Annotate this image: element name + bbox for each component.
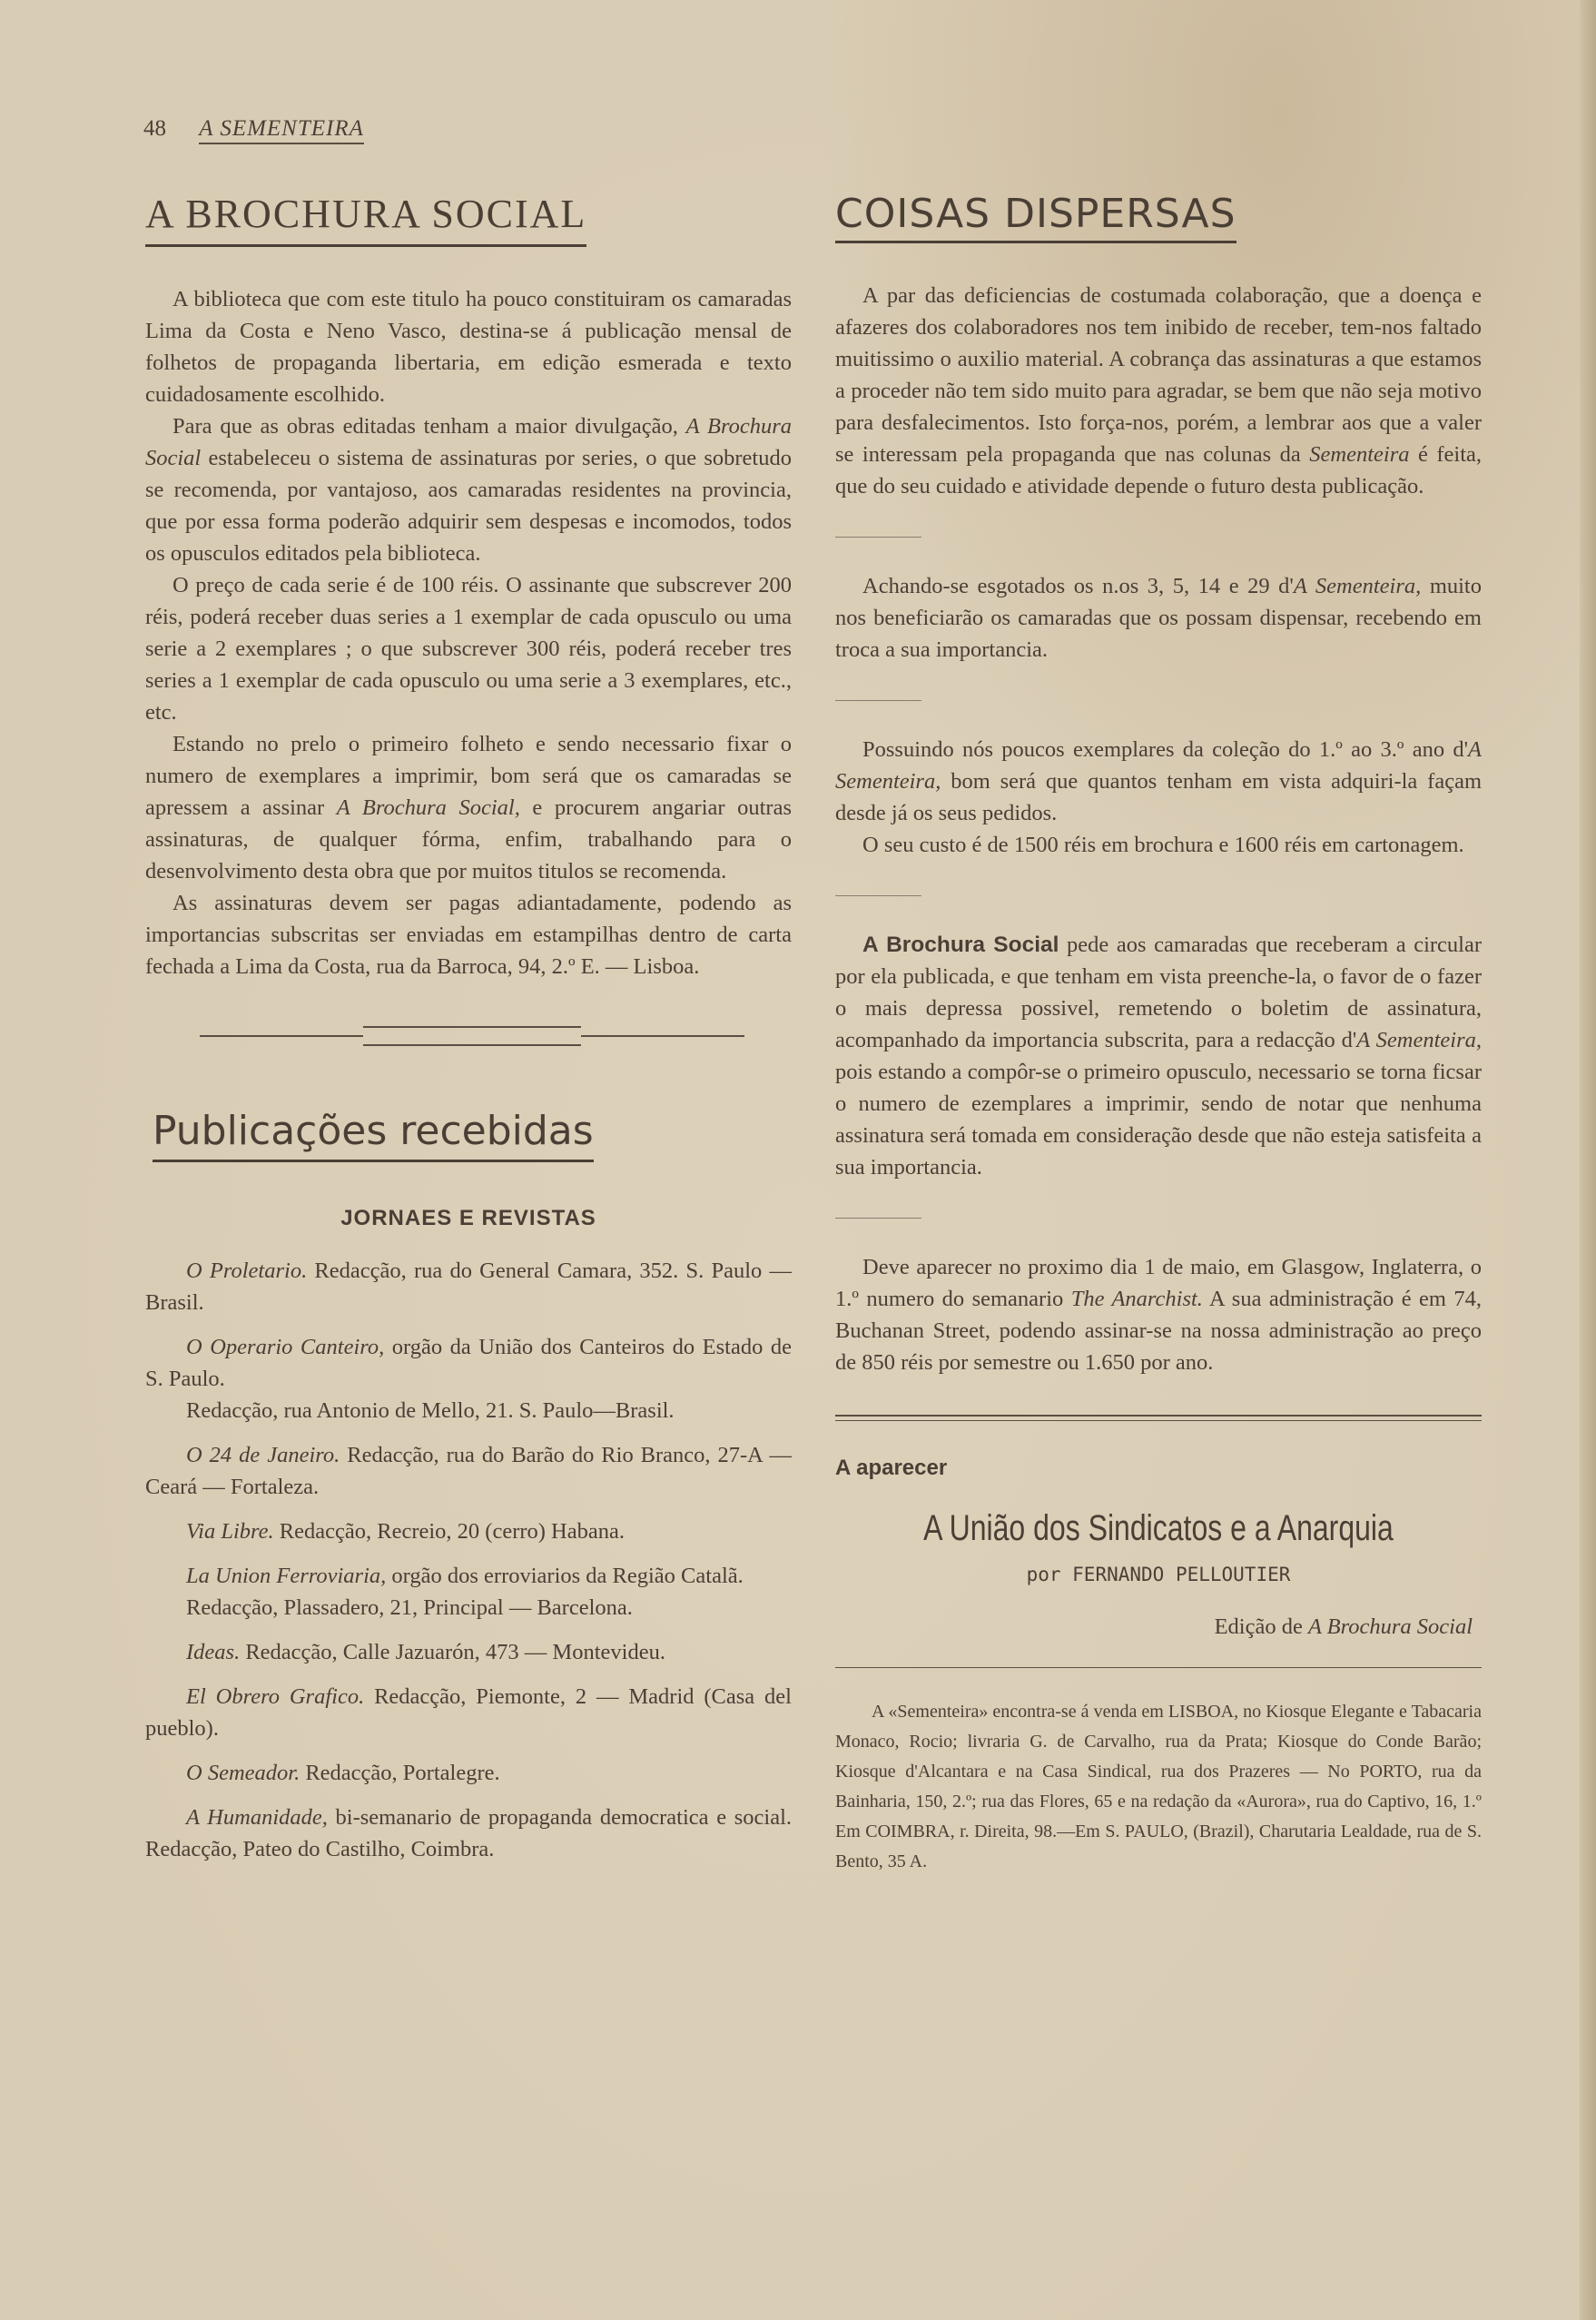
list-item: El Obrero Grafico. Redacção, Piemonte, 2 — Madrid (Casa del pueblo). [145, 1684, 792, 1741]
list-item: O Operario Canteiro, orgão da União dos Canteiros do Estado de S. Paulo. Redacção, rua Antonio de Mello, 21. S. Paulo—Brasil. [145, 1335, 793, 1423]
list-item: O Semeador. Redacção, Portalegre. [186, 1761, 500, 1785]
list-item: A Humanidade, bi-semanario de propaganda democratica e social. Redacção, Pateo do Castilho, Coimbra. [145, 1805, 793, 1861]
paragraph: A Brochura Social pede aos camaradas que receberam a circular por ela publicada, e que tenham em vista preenche-la, o favor de o fazer o mais depressa possivel, remetendo o boletim de assinatura, acompanhado da importancia subscrita, para a redacção d'A Sementeira, pois estando a compôr-se o primeiro opusculo, necessario se torna ficsar o numero de ezemplares a imprimir, sendo de notar que nenhuma assinatura será tomada em consideração desde que não esteja satisfeita a sua importancia. [835, 933, 1483, 1180]
paragraph: A biblioteca que com este titulo ha pouco constituiram os camaradas Lima da Costa e Neno Vasco, destina-se á publicação mensal de folhetos de propaganda libertaria, em edição esmerada e texto cuidadosamente escolhido. [145, 287, 792, 407]
sales-notice: A «Sementeira» encontra-se á venda em LISBOA, no Kiosque Elegante e Tabacaria Monaco, Rocio; livraria G. de Carvalho, rua da Prata; Kiosque do Conde Barão; Kiosque d'Alcantara e na Casa Sindical, rua dos Prazeres — No PORTO, rua da Bainharia, 150, 2.º; rua das Flores, 65 e na redação da «Aurora», rua do Captivo, 16, 1.º Em COIMBRA, r. Direita, 98.—Em S. PAULO, (Brazil), Charutaria Lealdade, rua de S. Bento, 35 A. [835, 1702, 1482, 1871]
paragraph: O preço de cada serie é de 100 réis. O assinante que subscrever 200 réis, poderá receber duas series a 1 exemplar de cada opusculo ou uma serie a 2 exemplares ; o que subscrever 300 réis, poderá receber tres series a 1 exemplar de cada opusculo ou uma serie a 3 exemplares, etc., etc. [145, 573, 792, 725]
list-item: O Proletario. Redacção, rua do General Camara, 352. S. Paulo — Brasil. [145, 1259, 792, 1315]
subsection-title: JORNAES E REVISTAS [340, 1206, 596, 1230]
paragraph: As assinaturas devem ser pagas adiantadamente, podendo as importancias subscritas ser enviadas em estampilhas dentro de carta fechada a Lima da Costa, rua da Barroca, 94, 2.º E. — Lisboa. [145, 891, 792, 979]
running-header [143, 116, 364, 142]
separator [835, 1218, 921, 1219]
paragraph: O seu custo é de 1500 réis em brochura e 1600 réis em cartonagem. [862, 833, 1464, 857]
separator [835, 895, 921, 896]
separator [835, 1667, 1482, 1668]
section-divider [835, 1415, 1482, 1421]
article-title-brochura: A BROCHURA SOCIAL [145, 191, 586, 247]
paragraph: A par das deficiencias de costumada colaboração, que a doença e afazeres dos colaboradores nos tem inibido de receber, tem-nos faltado muitissimo o auxilio material. A cobrança das assinaturas a que estamos a proceder não tem sido muito para agradar, se bem que não seja motivo para desfalecimentos. Isto força-nos, porém, a lembrar aos que a valer se interessam pela propaganda que nas colunas da Sementeira é feita, que do seu cuidado e atividade depende o futuro desta publicação. [835, 283, 1483, 499]
section-title-publicacoes: Publicações recebidas [153, 1108, 594, 1162]
paragraph: Para que as obras editadas tenham a maior divulgação, A Brochura Social estabeleceu o sistema de assinaturas por series, o que sobretudo se recomenda, por vantajoso, aos camaradas residentes na provincia, que por essa forma poderão adquirir sem despesas e incomodos, todos os opusculos editados pela biblioteca. [145, 414, 792, 566]
publication-name: A SEMENTEIRA [199, 116, 364, 144]
paragraph: Estando no prelo o primeiro folheto e sendo necessario fixar o numero de exemplares a imprimir, bom será que os camaradas se apressem a assinar A Brochura Social, e procurem angariar outras assinaturas, de qualquer fórma, enfim, trabalhando para o desenvolvimento desta obra que por muitos titulos se recomenda. [145, 732, 793, 884]
page-number: 48 [143, 116, 166, 141]
list-item: O 24 de Janeiro. Redacção, rua do Barão do Rio Branco, 27-A — Ceará — Fortaleza. [145, 1443, 792, 1499]
paragraph: Deve aparecer no proximo dia 1 de maio, em Glasgow, Inglaterra, o 1.º numero do semanario The Anarchist. A sua administração é em 74, Buchanan Street, podendo assinar-se na nossa administração ao preço de 850 réis por semestre ou 1.650 por ano. [835, 1255, 1482, 1375]
paragraph: Possuindo nós poucos exemplares da coleção do 1.º ao 3.º ano d'A Sementeira, bom será que quantos tenham em vista adquiri-la façam desde já os seus pedidos. [835, 737, 1482, 825]
section-divider [145, 1026, 792, 1062]
list-item: Ideas. Redacção, Calle Jazuarón, 473 — Montevideu. [186, 1640, 665, 1664]
right-column [835, 191, 1482, 1877]
article-title-coisas: COISAS DISPERSAS [835, 191, 1236, 243]
book-title: A União dos Sindicatos e a Anarquia [923, 1508, 1394, 1548]
page-edge [1580, 0, 1596, 2320]
separator [835, 537, 921, 538]
list-item: La Union Ferroviaria, orgão dos erroviarios da Região Catalã. Redacção, Plassadero, 21, Principal — Barcelona. [186, 1564, 744, 1620]
left-column [145, 191, 792, 1878]
aparecer-heading: A aparecer [835, 1456, 948, 1480]
paragraph: Achando-se esgotados os n.os 3, 5, 14 e 29 d'A Sementeira, muito nos beneficiarão os camaradas que os possam dispensar, recebendo em troca a sua importancia. [835, 574, 1482, 662]
book-edition: Edição de A Brochura Social [1214, 1614, 1473, 1639]
book-author: por FERNANDO PELLOUTIER [1026, 1564, 1291, 1585]
list-item: Via Libre. Redacção, Recreio, 20 (cerro) Habana. [186, 1519, 625, 1544]
separator [835, 700, 921, 701]
